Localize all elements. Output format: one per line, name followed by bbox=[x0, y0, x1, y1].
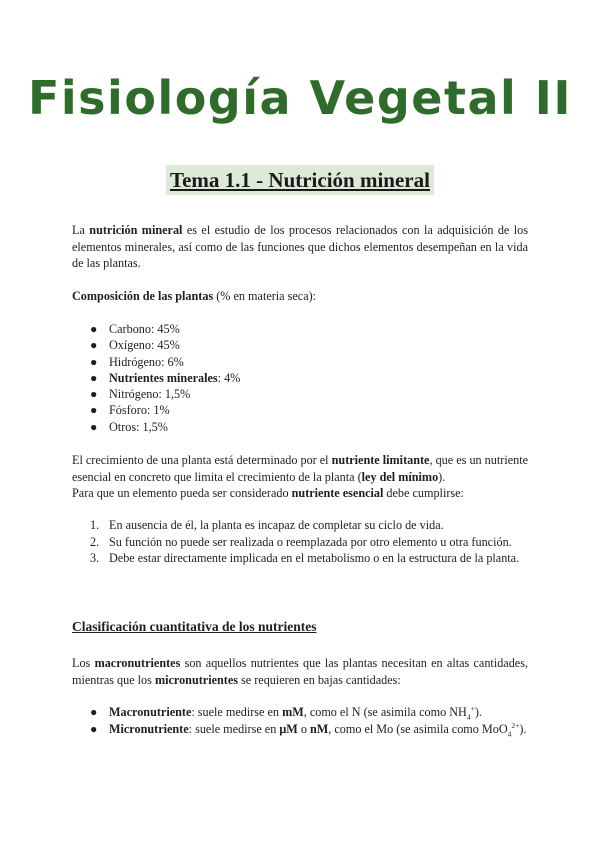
item-value: : 4% bbox=[217, 370, 241, 385]
item-label: Micronutriente bbox=[109, 721, 189, 736]
unit-label: μM bbox=[279, 721, 298, 736]
item-value: : 45% bbox=[150, 338, 180, 353]
item-number: 1. bbox=[90, 518, 100, 532]
limiting-term: nutriente limitante bbox=[331, 453, 430, 467]
item-text: En ausencia de él, la planta es incapaz de completar su ciclo de vida. bbox=[109, 518, 444, 532]
essential-paragraph bbox=[72, 485, 528, 502]
intro-text-1: La bbox=[72, 223, 90, 237]
item-text: ). bbox=[519, 721, 527, 736]
intro-text-2: es el estudio de los procesos relacionados con la adquisición de los elementos minerales, así como de las funciones que dichos elementos desempeñan en la vida de las plantas. bbox=[72, 223, 528, 270]
item-text: : suele medirse en bbox=[188, 721, 280, 736]
essential-text-2: debe cumplirse: bbox=[383, 486, 464, 500]
item-value: : 6% bbox=[161, 354, 184, 369]
subtitle-container bbox=[0, 165, 600, 195]
list-item bbox=[72, 534, 528, 551]
subscript: 4 bbox=[507, 729, 512, 739]
list-item bbox=[72, 419, 528, 435]
bullet-icon: ● bbox=[90, 370, 98, 385]
list-item bbox=[72, 517, 528, 534]
bullet-icon: ● bbox=[90, 338, 98, 353]
limiting-text-2: , que es un nutriente esencial en concreto que limita el crecimiento de la planta ( bbox=[72, 453, 529, 484]
micronutrients-term: micronutrientes bbox=[154, 672, 238, 687]
item-label: Fósforo bbox=[109, 403, 147, 418]
list-item bbox=[72, 354, 528, 370]
item-value: : 1% bbox=[146, 403, 170, 418]
item-text: Debe estar directamente implicada en el metabolismo o en la estructura de la planta. bbox=[109, 551, 520, 565]
macronutrients-term: macronutrientes bbox=[94, 656, 181, 670]
superscript: 2+ bbox=[511, 720, 520, 730]
item-label: Hidrógeno bbox=[109, 354, 162, 369]
list-item bbox=[72, 721, 528, 738]
item-value: : 45% bbox=[150, 322, 180, 336]
item-text: , como el N (se asimila como NH bbox=[303, 705, 467, 719]
item-text: , como el Mo (se asimila como MoO bbox=[328, 721, 508, 736]
list-item bbox=[72, 704, 528, 721]
conditions-list bbox=[72, 517, 528, 567]
item-text: : suele medirse en bbox=[191, 705, 283, 719]
list-item bbox=[72, 402, 528, 418]
essential-term: nutriente esencial bbox=[291, 486, 384, 500]
item-number: 2. bbox=[90, 534, 100, 549]
item-label: Macronutriente bbox=[109, 705, 192, 719]
bullet-icon: ● bbox=[90, 354, 98, 369]
item-label: Carbono bbox=[109, 322, 151, 336]
essential-text-1: Para que un elemento pueda ser considerado bbox=[72, 486, 292, 500]
law-of-minimum-term: ley del mínimo bbox=[361, 469, 439, 484]
composition-list bbox=[72, 321, 528, 435]
list-item bbox=[72, 550, 528, 567]
item-label: Oxígeno bbox=[109, 338, 151, 353]
list-item bbox=[72, 370, 528, 386]
section-heading: Clasificación cuantitativa de los nutrientes bbox=[72, 619, 317, 634]
item-label: Nutrientes minerales bbox=[109, 370, 218, 385]
composition-heading bbox=[72, 288, 528, 305]
superscript: + bbox=[470, 703, 475, 713]
item-label: Otros bbox=[109, 419, 137, 434]
list-item bbox=[72, 337, 528, 353]
classification-text-1: Los bbox=[72, 656, 95, 670]
document-subtitle: Tema 1.1 - Nutrición mineral bbox=[166, 165, 434, 195]
limiting-text-1: El crecimiento de una planta está determinado por el bbox=[72, 453, 332, 467]
document-title: Fisiología Vegetal II bbox=[27, 71, 572, 125]
bullet-icon: ● bbox=[90, 705, 98, 719]
intro-paragraph bbox=[72, 222, 528, 272]
bullet-icon: ● bbox=[90, 403, 98, 418]
item-text: Su función no puede ser realizada o reemplazada por otro elemento u otra función. bbox=[109, 534, 512, 549]
list-item bbox=[72, 321, 528, 337]
bullet-icon: ● bbox=[90, 387, 98, 402]
classification-paragraph bbox=[72, 655, 528, 688]
intro-term: nutrición mineral bbox=[89, 223, 183, 237]
item-label: Nitrógeno bbox=[109, 387, 159, 402]
nutrient-types-list bbox=[72, 704, 528, 738]
list-item bbox=[72, 386, 528, 402]
unit-label: mM bbox=[282, 705, 304, 719]
item-text: o bbox=[297, 721, 310, 736]
limiting-text-3: ). bbox=[438, 469, 446, 484]
item-value: : 1,5% bbox=[158, 387, 191, 402]
bullet-icon: ● bbox=[90, 721, 98, 736]
unit-label: nM bbox=[309, 721, 329, 736]
composition-heading-bold: Composición de las plantas bbox=[72, 289, 214, 303]
item-number: 3. bbox=[90, 551, 100, 565]
bullet-icon: ● bbox=[90, 322, 98, 336]
subscript: 4 bbox=[466, 712, 471, 722]
item-value: : 1,5% bbox=[136, 419, 168, 434]
composition-heading-rest: (% en materia seca): bbox=[213, 289, 317, 303]
limiting-paragraph bbox=[72, 452, 528, 485]
classification-text-2: son aquellos nutrientes que las plantas necesitan en altas cantidades, mientras que los bbox=[72, 656, 529, 687]
bullet-icon: ● bbox=[90, 419, 98, 434]
item-text: ). bbox=[474, 705, 482, 719]
classification-text-3: se requieren en bajas cantidades: bbox=[237, 672, 401, 687]
